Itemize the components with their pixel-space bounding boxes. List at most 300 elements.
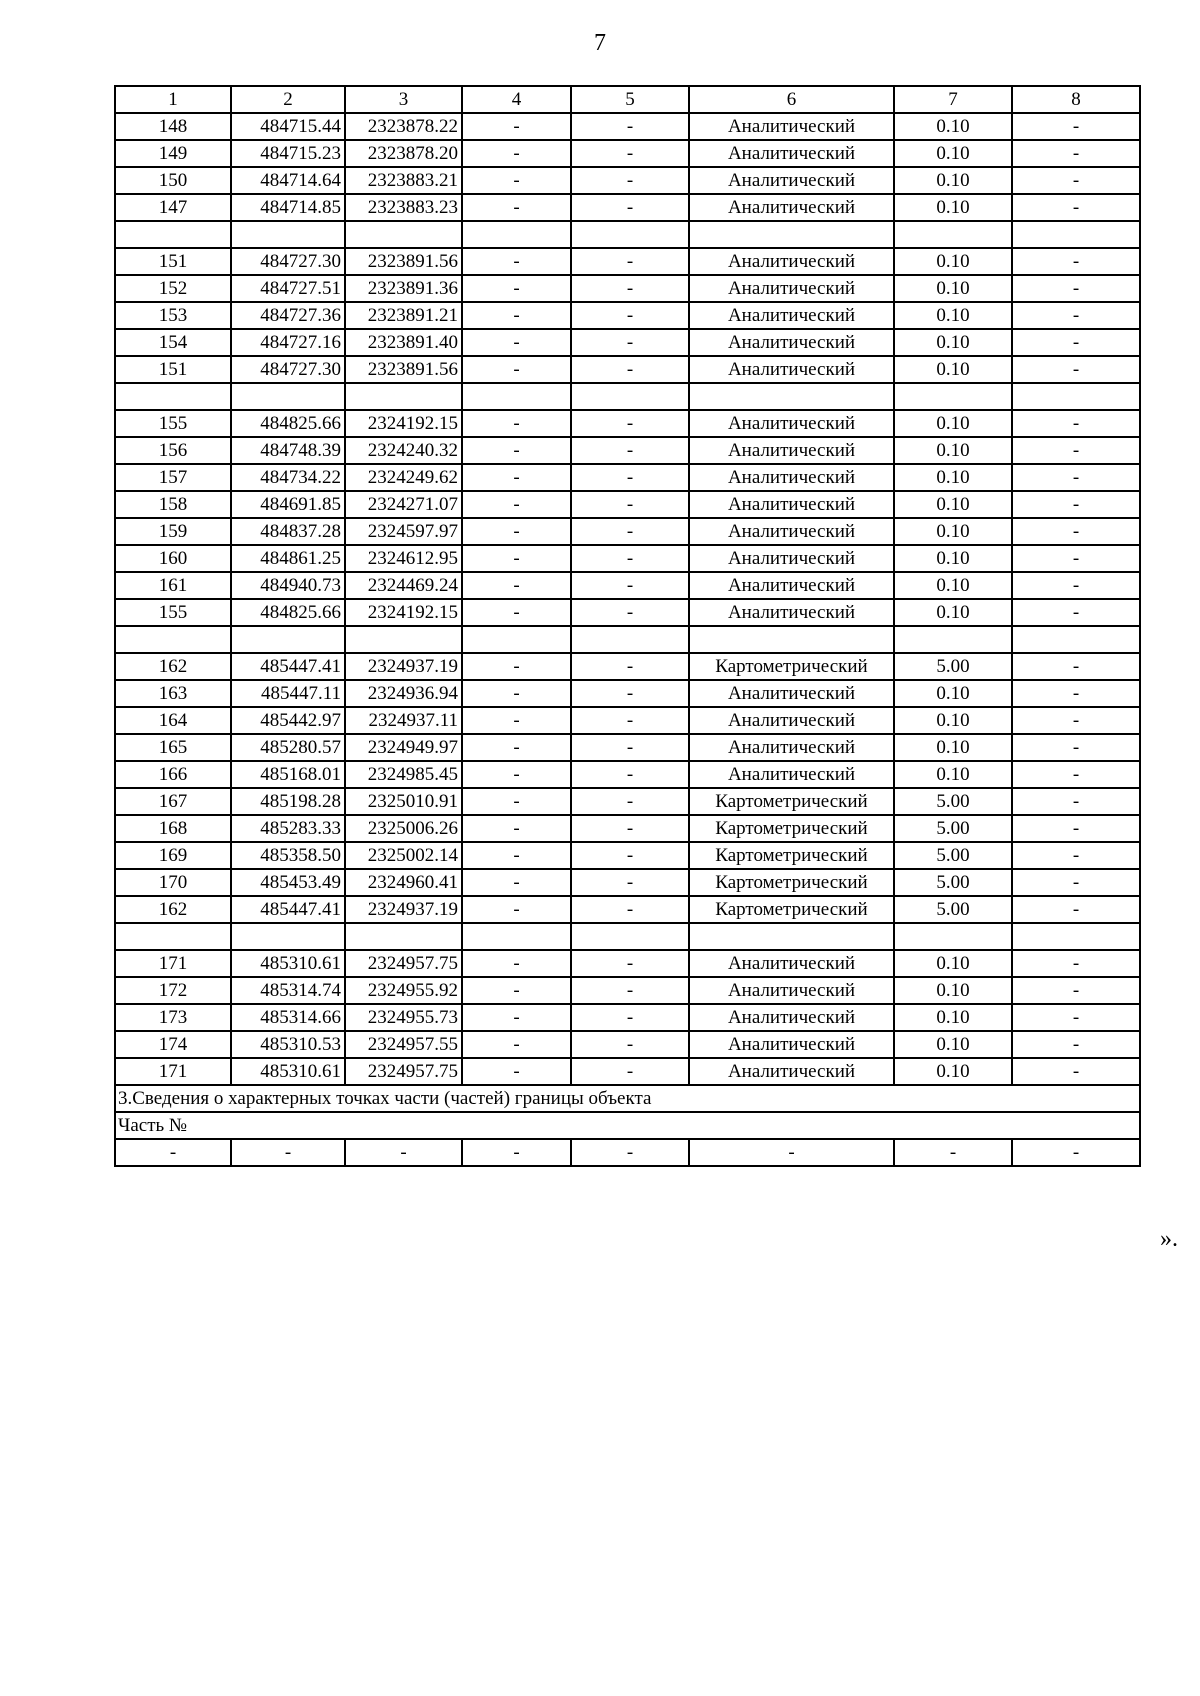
- table-row: [115, 194, 1140, 221]
- table-cell-col-8: -: [1012, 680, 1140, 707]
- table-cell-col-8: -: [1012, 1031, 1140, 1058]
- table-cell-col-2: 484714.64: [231, 167, 345, 194]
- table-cell-col-3: 2324937.19: [345, 653, 462, 680]
- table-cell-col-1: 170: [115, 869, 231, 896]
- table-cell-col-8: -: [1012, 518, 1140, 545]
- table-cell-col-7: 0.10: [894, 950, 1012, 977]
- table-cell-col-5: -: [571, 194, 689, 221]
- table-cell-col-1: 171: [115, 950, 231, 977]
- table-cell-col-2: 485358.50: [231, 842, 345, 869]
- table-row: [115, 167, 1140, 194]
- table-cell-col-6: Картометрический: [689, 842, 894, 869]
- table-cell-col-6: Аналитический: [689, 1058, 894, 1085]
- table-cell-col-5: -: [571, 491, 689, 518]
- table-cell-col-8: [1012, 923, 1140, 950]
- table-cell-col-4: -: [462, 1139, 571, 1166]
- table-cell-col-4: -: [462, 599, 571, 626]
- table-cell-col-4: -: [462, 1058, 571, 1085]
- table-cell-col-5: -: [571, 761, 689, 788]
- table-cell-col-5: -: [571, 1139, 689, 1166]
- table-cell-col-3: 2324957.55: [345, 1031, 462, 1058]
- table-cell-col-6: Картометрический: [689, 896, 894, 923]
- table-cell-col-2: [231, 221, 345, 248]
- table-cell-col-2: 485283.33: [231, 815, 345, 842]
- table-cell-col-7: 7: [894, 86, 1012, 113]
- table-cell-col-5: -: [571, 518, 689, 545]
- table-cell-col-2: 484727.30: [231, 248, 345, 275]
- table-cell-col-1: [115, 383, 231, 410]
- table-cell-col-3: 2325006.26: [345, 815, 462, 842]
- table-cell-col-6: Аналитический: [689, 572, 894, 599]
- table-row: [115, 1058, 1140, 1085]
- table-cell-col-1: 157: [115, 464, 231, 491]
- table-cell-col-3: 2324937.11: [345, 707, 462, 734]
- table-cell-col-8: -: [1012, 572, 1140, 599]
- table-cell-col-3: 2324957.75: [345, 950, 462, 977]
- table-cell-col-2: [231, 383, 345, 410]
- table-row: [115, 329, 1140, 356]
- table-cell-col-4: -: [462, 977, 571, 1004]
- closing-quote: ».: [1160, 1226, 1178, 1252]
- table-cell-col-7: 5.00: [894, 653, 1012, 680]
- table-cell-col-8: -: [1012, 896, 1140, 923]
- table-cell-col-3: 2324955.92: [345, 977, 462, 1004]
- table-cell-col-6: Аналитический: [689, 707, 894, 734]
- table-cell-col-5: -: [571, 977, 689, 1004]
- table-cell-col-5: [571, 383, 689, 410]
- table-row: [115, 599, 1140, 626]
- table-cell-col-7: 0.10: [894, 194, 1012, 221]
- table-cell-col-8: -: [1012, 1058, 1140, 1085]
- table-cell-col-7: [894, 221, 1012, 248]
- table-cell-col-7: 0.10: [894, 1004, 1012, 1031]
- table-cell-col-6: Аналитический: [689, 356, 894, 383]
- table-cell-col-6: Аналитический: [689, 140, 894, 167]
- table-cell-col-6: Аналитический: [689, 464, 894, 491]
- table-cell-col-5: -: [571, 1031, 689, 1058]
- table-cell-col-5: -: [571, 302, 689, 329]
- table-cell-col-5: -: [571, 248, 689, 275]
- table-row: [115, 923, 1140, 950]
- table-cell-col-2: 485310.61: [231, 950, 345, 977]
- table-cell-col-4: [462, 923, 571, 950]
- table-cell-col-2: 484727.36: [231, 302, 345, 329]
- table-cell-col-5: -: [571, 842, 689, 869]
- table-row: [115, 653, 1140, 680]
- table-cell-col-2: 485314.66: [231, 1004, 345, 1031]
- table-cell-col-2: 484727.51: [231, 275, 345, 302]
- table-cell-col-5: -: [571, 113, 689, 140]
- table-cell-col-1: 151: [115, 356, 231, 383]
- table-cell-col-4: -: [462, 437, 571, 464]
- table-cell-col-3: 2324960.41: [345, 869, 462, 896]
- table-cell-col-5: -: [571, 1058, 689, 1085]
- table-cell-col-4: -: [462, 653, 571, 680]
- table-cell-col-7: 5.00: [894, 896, 1012, 923]
- table-row: [115, 221, 1140, 248]
- table-cell-col-4: -: [462, 734, 571, 761]
- table-cell-col-4: -: [462, 248, 571, 275]
- table-cell-col-5: -: [571, 950, 689, 977]
- table-cell-col-6: [689, 923, 894, 950]
- table-cell-col-2: 484825.66: [231, 410, 345, 437]
- table-cell-col-3: 2324949.97: [345, 734, 462, 761]
- table-cell-col-4: -: [462, 410, 571, 437]
- table-cell-col-3: 2324240.32: [345, 437, 462, 464]
- table-cell-col-6: Аналитический: [689, 1031, 894, 1058]
- table-cell-col-2: 485314.74: [231, 977, 345, 1004]
- table-cell-col-3: [345, 383, 462, 410]
- table-cell-col-7: 0.10: [894, 275, 1012, 302]
- table-cell-col-8: -: [1012, 491, 1140, 518]
- table-cell-col-3: 2324271.07: [345, 491, 462, 518]
- table-cell-col-8: -: [1012, 788, 1140, 815]
- table-cell-col-1: 169: [115, 842, 231, 869]
- table-cell-col-3: 2323883.21: [345, 167, 462, 194]
- section-3-title-row: [115, 1085, 1140, 1112]
- table-row: [115, 572, 1140, 599]
- table-body: [115, 86, 1140, 1166]
- table-cell-col-4: -: [462, 140, 571, 167]
- table-cell-col-3: -: [345, 1139, 462, 1166]
- table-cell-col-7: 0.10: [894, 680, 1012, 707]
- table-cell-col-3: 2324955.73: [345, 1004, 462, 1031]
- table-cell-col-3: 2324957.75: [345, 1058, 462, 1085]
- page-number: 7: [594, 30, 606, 56]
- table-cell-col-4: -: [462, 491, 571, 518]
- table-cell-col-2: 485447.41: [231, 896, 345, 923]
- table-cell-col-1: 160: [115, 545, 231, 572]
- table-row: [115, 626, 1140, 653]
- coordinates-table: [114, 85, 1141, 1167]
- table-row: [115, 437, 1140, 464]
- table-cell-col-7: 0.10: [894, 707, 1012, 734]
- table-cell-col-4: -: [462, 1031, 571, 1058]
- table-cell-col-1: 149: [115, 140, 231, 167]
- table-cell-col-6: 6: [689, 86, 894, 113]
- table-row: [115, 464, 1140, 491]
- table-cell-col-2: 484715.23: [231, 140, 345, 167]
- table-cell-col-8: -: [1012, 545, 1140, 572]
- table-cell-col-8: 8: [1012, 86, 1140, 113]
- table-cell-col-7: 0.10: [894, 734, 1012, 761]
- table-cell-col-7: 0.10: [894, 113, 1012, 140]
- table-cell-col-7: 0.10: [894, 518, 1012, 545]
- table-cell-col-1: -: [115, 1139, 231, 1166]
- table-row: [115, 491, 1140, 518]
- table-cell-col-1: 155: [115, 599, 231, 626]
- table-cell-col-7: 0.10: [894, 1031, 1012, 1058]
- table-cell-col-2: 485447.41: [231, 653, 345, 680]
- table-cell-col-3: 2323883.23: [345, 194, 462, 221]
- table-cell-col-2: -: [231, 1139, 345, 1166]
- table-cell-col-2: 485442.97: [231, 707, 345, 734]
- table-cell-col-5: -: [571, 140, 689, 167]
- table-cell-col-8: [1012, 383, 1140, 410]
- table-cell-col-3: 2325002.14: [345, 842, 462, 869]
- table-cell-col-4: -: [462, 545, 571, 572]
- table-cell-col-4: -: [462, 275, 571, 302]
- table-cell-col-3: 2324936.94: [345, 680, 462, 707]
- table-cell-col-1: 172: [115, 977, 231, 1004]
- table-row: [115, 950, 1140, 977]
- table-cell-col-7: [894, 383, 1012, 410]
- table-cell-col-2: 2: [231, 86, 345, 113]
- table-cell-col-8: -: [1012, 302, 1140, 329]
- table-cell-col-5: -: [571, 329, 689, 356]
- table-cell-col-1: 152: [115, 275, 231, 302]
- table-cell-col-8: -: [1012, 815, 1140, 842]
- table-cell-col-8: -: [1012, 248, 1140, 275]
- table-cell-col-6: Аналитический: [689, 329, 894, 356]
- table-cell-col-2: 484727.16: [231, 329, 345, 356]
- table-row: [115, 707, 1140, 734]
- table-cell-col-6: Аналитический: [689, 302, 894, 329]
- table-cell-col-3: 2324192.15: [345, 410, 462, 437]
- table-cell-col-7: 0.10: [894, 140, 1012, 167]
- table-cell-col-2: 484940.73: [231, 572, 345, 599]
- table-cell-col-6: Аналитический: [689, 761, 894, 788]
- table-row: [115, 248, 1140, 275]
- table-cell-col-2: 484861.25: [231, 545, 345, 572]
- table-cell-col-6: Аналитический: [689, 194, 894, 221]
- table-cell-col-3: 2324192.15: [345, 599, 462, 626]
- table-cell-col-3: 2323878.20: [345, 140, 462, 167]
- table-cell-col-2: 485453.49: [231, 869, 345, 896]
- table-cell-col-8: [1012, 221, 1140, 248]
- table-cell-col-8: -: [1012, 977, 1140, 1004]
- table-row: [115, 383, 1140, 410]
- table-cell-col-8: -: [1012, 329, 1140, 356]
- table-cell-col-6: Аналитический: [689, 950, 894, 977]
- table-cell-col-1: 171: [115, 1058, 231, 1085]
- table-cell-col-6: Аналитический: [689, 491, 894, 518]
- table-cell-col-8: -: [1012, 1004, 1140, 1031]
- table-cell-col-3: 2324469.24: [345, 572, 462, 599]
- table-row: [115, 140, 1140, 167]
- table-cell-col-6: Аналитический: [689, 680, 894, 707]
- part-number-label-row: [115, 1112, 1140, 1139]
- table-cell-col-6: Аналитический: [689, 437, 894, 464]
- table-cell-col-5: -: [571, 788, 689, 815]
- table-cell-col-4: [462, 626, 571, 653]
- table-cell-col-7: 0.10: [894, 545, 1012, 572]
- table-cell-col-6: Картометрический: [689, 788, 894, 815]
- table-cell-col-1: 174: [115, 1031, 231, 1058]
- table-cell-col-1: 150: [115, 167, 231, 194]
- table-cell-col-8: -: [1012, 194, 1140, 221]
- table-cell-col-2: 484825.66: [231, 599, 345, 626]
- table-cell-col-8: -: [1012, 140, 1140, 167]
- table-cell-col-5: -: [571, 356, 689, 383]
- table-row: [115, 896, 1140, 923]
- table-cell-col-6: Аналитический: [689, 410, 894, 437]
- table-cell-col-8: -: [1012, 599, 1140, 626]
- table-cell-col-7: 0.10: [894, 410, 1012, 437]
- table-cell-col-6: Аналитический: [689, 977, 894, 1004]
- table-cell-col-1: 168: [115, 815, 231, 842]
- table-cell-col-8: -: [1012, 356, 1140, 383]
- table-cell-col-5: -: [571, 599, 689, 626]
- table-cell-col-6: Аналитический: [689, 113, 894, 140]
- table-cell-col-2: [231, 923, 345, 950]
- table-header-row: [115, 86, 1140, 113]
- table-cell-col-1: 173: [115, 1004, 231, 1031]
- table-cell-col-2: 484727.30: [231, 356, 345, 383]
- table-cell-col-4: -: [462, 869, 571, 896]
- table-cell-col-2: 484837.28: [231, 518, 345, 545]
- table-cell-col-8: -: [1012, 113, 1140, 140]
- table-cell-col-7: -: [894, 1139, 1012, 1166]
- table-cell-col-7: 5.00: [894, 788, 1012, 815]
- table-cell-col-7: 0.10: [894, 248, 1012, 275]
- table-cell-col-1: 154: [115, 329, 231, 356]
- table-cell-col-3: 2324597.97: [345, 518, 462, 545]
- table-cell-col-5: -: [571, 437, 689, 464]
- table-cell-col-4: -: [462, 842, 571, 869]
- table-cell-col-4: -: [462, 761, 571, 788]
- table-cell-col-4: -: [462, 356, 571, 383]
- table-cell-col-4: -: [462, 464, 571, 491]
- table-cell-col-1: 1: [115, 86, 231, 113]
- table-cell-col-6: [689, 383, 894, 410]
- table-cell-col-1: 164: [115, 707, 231, 734]
- table-cell-col-7: 0.10: [894, 572, 1012, 599]
- table-cell-col-3: [345, 923, 462, 950]
- table-cell-col-7: 5.00: [894, 869, 1012, 896]
- table-cell-col-5: -: [571, 1004, 689, 1031]
- table-cell-col-3: 2323891.21: [345, 302, 462, 329]
- table-cell-col-6: Аналитический: [689, 248, 894, 275]
- table-cell-col-5: -: [571, 275, 689, 302]
- table-cell-col-5: [571, 923, 689, 950]
- section-3-title: 3.Сведения о характерных точках части (частей) границы объекта: [115, 1085, 1140, 1112]
- table-cell-col-8: -: [1012, 842, 1140, 869]
- table-cell-col-6: Картометрический: [689, 653, 894, 680]
- table-cell-col-1: 163: [115, 680, 231, 707]
- table-cell-col-6: [689, 626, 894, 653]
- table-cell-col-5: -: [571, 869, 689, 896]
- table-row: [115, 518, 1140, 545]
- table-cell-col-7: 0.10: [894, 329, 1012, 356]
- table-cell-col-7: 0.10: [894, 1058, 1012, 1085]
- table-cell-col-2: 484748.39: [231, 437, 345, 464]
- table-cell-col-5: -: [571, 545, 689, 572]
- table-cell-col-1: 153: [115, 302, 231, 329]
- table-cell-col-3: 2324249.62: [345, 464, 462, 491]
- table-cell-col-1: 162: [115, 653, 231, 680]
- table-cell-col-4: -: [462, 329, 571, 356]
- table-cell-col-4: -: [462, 1004, 571, 1031]
- table-cell-col-3: 2325010.91: [345, 788, 462, 815]
- table-cell-col-8: -: [1012, 1139, 1140, 1166]
- table-row: [115, 302, 1140, 329]
- table-cell-col-5: -: [571, 167, 689, 194]
- table-cell-col-8: -: [1012, 464, 1140, 491]
- table-cell-col-7: 5.00: [894, 842, 1012, 869]
- table-cell-col-7: 0.10: [894, 464, 1012, 491]
- table-cell-col-4: -: [462, 815, 571, 842]
- table-cell-col-1: 158: [115, 491, 231, 518]
- table-row: [115, 1004, 1140, 1031]
- table-cell-col-2: [231, 626, 345, 653]
- table-cell-col-7: 0.10: [894, 437, 1012, 464]
- table-cell-col-1: 161: [115, 572, 231, 599]
- table-row: [115, 788, 1140, 815]
- table-row: [115, 869, 1140, 896]
- table-cell-col-7: 0.10: [894, 977, 1012, 1004]
- table-cell-col-4: [462, 221, 571, 248]
- table-cell-col-6: Аналитический: [689, 734, 894, 761]
- table-cell-col-4: -: [462, 680, 571, 707]
- table-cell-col-7: 0.10: [894, 167, 1012, 194]
- table-cell-col-3: [345, 221, 462, 248]
- table-cell-col-5: -: [571, 653, 689, 680]
- table-cell-col-6: Картометрический: [689, 869, 894, 896]
- table-cell-col-3: 2323891.56: [345, 356, 462, 383]
- table-cell-col-4: -: [462, 113, 571, 140]
- table-cell-col-1: 156: [115, 437, 231, 464]
- table-cell-col-4: -: [462, 572, 571, 599]
- table-cell-col-4: -: [462, 707, 571, 734]
- table-cell-col-3: 2323878.22: [345, 113, 462, 140]
- table-cell-col-5: -: [571, 464, 689, 491]
- table-cell-col-4: -: [462, 302, 571, 329]
- table-cell-col-1: 167: [115, 788, 231, 815]
- table-cell-col-4: [462, 383, 571, 410]
- table-cell-col-8: -: [1012, 653, 1140, 680]
- table-cell-col-3: 2324937.19: [345, 896, 462, 923]
- table-cell-col-6: Аналитический: [689, 599, 894, 626]
- part-points-row: [115, 1139, 1140, 1166]
- table-cell-col-6: [689, 221, 894, 248]
- table-cell-col-7: 0.10: [894, 761, 1012, 788]
- table-cell-col-2: 485310.61: [231, 1058, 345, 1085]
- table-cell-col-1: 159: [115, 518, 231, 545]
- table-cell-col-6: Картометрический: [689, 815, 894, 842]
- table-cell-col-4: -: [462, 167, 571, 194]
- table-cell-col-2: 485198.28: [231, 788, 345, 815]
- table-cell-col-8: -: [1012, 275, 1140, 302]
- table-cell-col-8: [1012, 626, 1140, 653]
- table-cell-col-6: -: [689, 1139, 894, 1166]
- table-cell-col-6: Аналитический: [689, 167, 894, 194]
- table-cell-col-2: 484715.44: [231, 113, 345, 140]
- table-cell-col-5: -: [571, 734, 689, 761]
- table-cell-col-4: -: [462, 896, 571, 923]
- table-cell-col-8: -: [1012, 761, 1140, 788]
- table-cell-col-4: -: [462, 518, 571, 545]
- table-cell-col-2: 484691.85: [231, 491, 345, 518]
- table-row: [115, 545, 1140, 572]
- table-cell-col-6: Аналитический: [689, 1004, 894, 1031]
- table-cell-col-1: [115, 626, 231, 653]
- table-cell-col-1: 147: [115, 194, 231, 221]
- table-cell-col-8: -: [1012, 437, 1140, 464]
- table-cell-col-1: 151: [115, 248, 231, 275]
- table-row: [115, 1031, 1140, 1058]
- table-cell-col-1: 155: [115, 410, 231, 437]
- table-cell-col-2: 484734.22: [231, 464, 345, 491]
- table-cell-col-5: 5: [571, 86, 689, 113]
- table-row: [115, 842, 1140, 869]
- table-row: [115, 977, 1140, 1004]
- table-row: [115, 113, 1140, 140]
- table-cell-col-4: -: [462, 950, 571, 977]
- table-cell-col-5: -: [571, 815, 689, 842]
- table-cell-col-5: -: [571, 707, 689, 734]
- table-cell-col-4: 4: [462, 86, 571, 113]
